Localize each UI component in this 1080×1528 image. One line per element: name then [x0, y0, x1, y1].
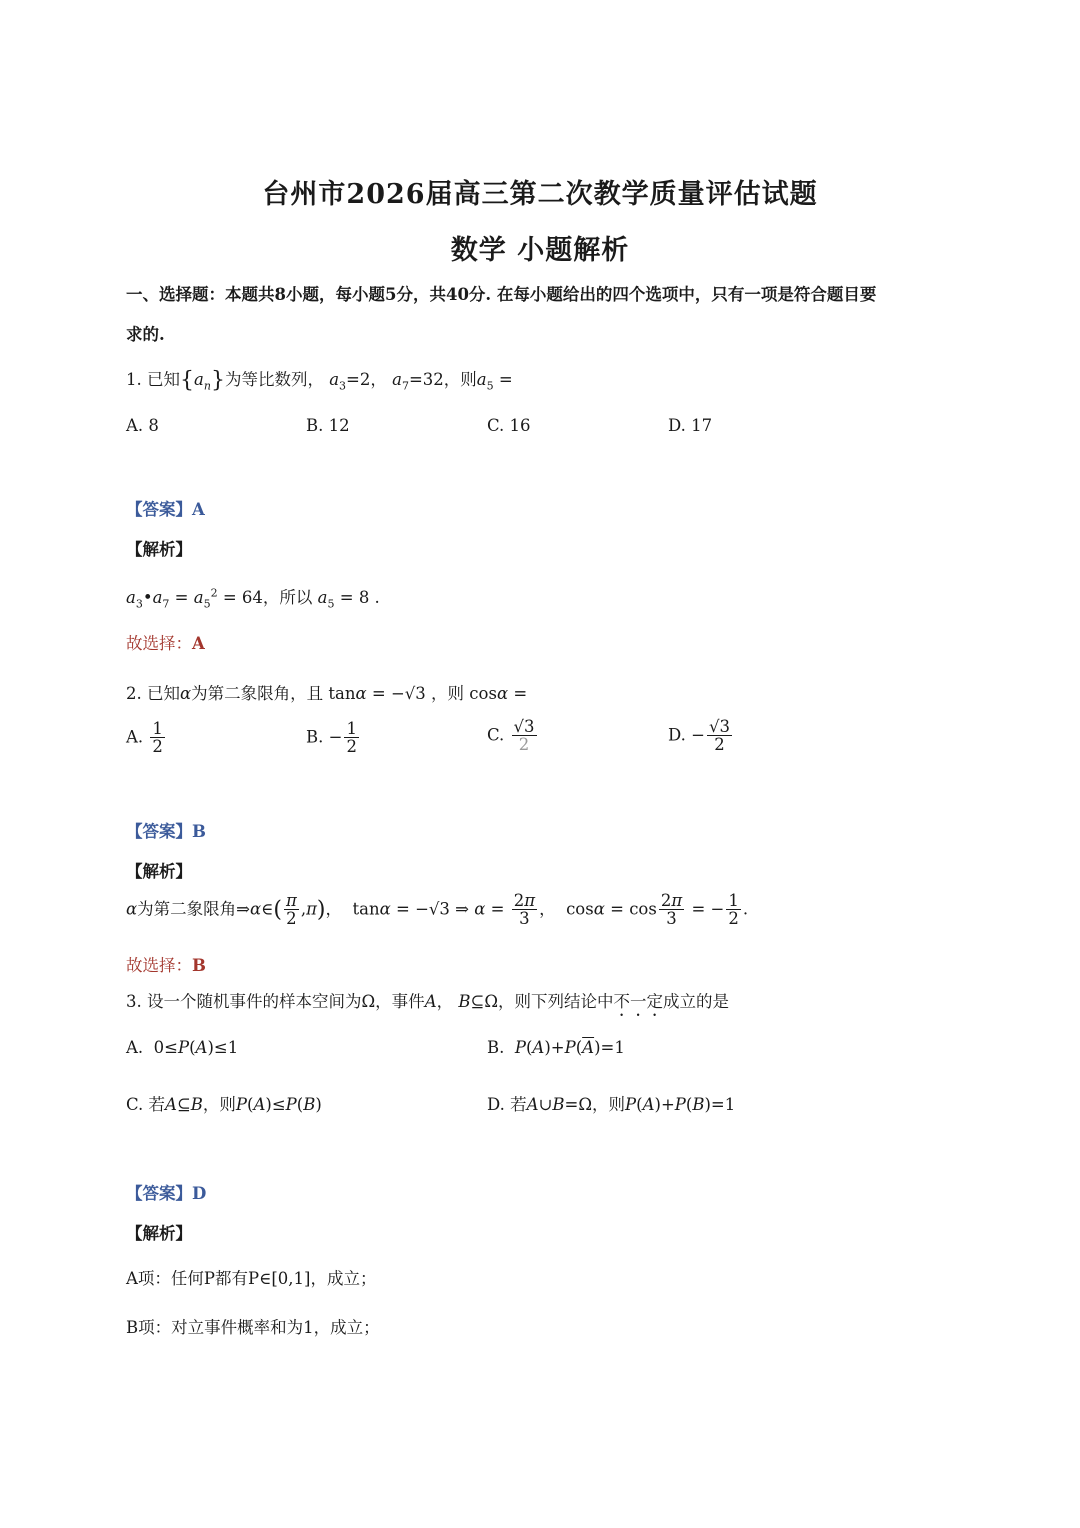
- q2-option-b: B. − $\frac{1}{2}$: [306, 719, 357, 757]
- q2-choose: 故选择：B: [126, 956, 206, 975]
- q3-analysis-label: 【解析】: [126, 1224, 192, 1243]
- q2-option-d: D. − $\frac{√3}{2}$: [668, 717, 730, 755]
- q3-answer: 【答案】D: [126, 1184, 207, 1203]
- q2-analysis-label: 【解析】: [126, 862, 192, 881]
- q1-option-a: A. 8: [126, 416, 159, 435]
- q3-option-d: D. 若A∪B=Ω，则P(A)+P(B)=1: [487, 1095, 736, 1114]
- q3-analysis-a: A项：任何P都有P∈[0,1]，成立；: [126, 1269, 377, 1288]
- q1-answer: 【答案】A: [126, 500, 205, 519]
- q3-analysis-b: B项：对立事件概率和为1，成立；: [126, 1318, 380, 1337]
- section-intro-cont: 求的.: [126, 325, 165, 344]
- section-intro: 一、选择题：本题共8小题，每小题5分，共40分. 在每小题给出的四个选项中，只有一项是符合题目要: [126, 285, 877, 304]
- q2-stem: 2. 已知α为第二象限角，且 tanα = −√3 ，则 cosα =: [126, 684, 528, 703]
- q3-option-a: A. 0≤P(A)≤1: [126, 1038, 239, 1057]
- q3-option-b: B. $P(A)+P(\overline{A})=1$: [487, 1038, 625, 1057]
- q2-option-a: A. $\frac{1}{2}$: [126, 719, 163, 757]
- document-subtitle: 数学 小题解析: [450, 235, 630, 266]
- q2-solution: α为第二象限角⇒α∈( $\frac{\pi}{2}$ ,π)， tanα = −√3 ⇒ α = $\frac{2\pi}{3}$ ， cosα = cos $\frac{2\pi}{3}$ = − $\frac{1}{2}$ .: [126, 891, 749, 929]
- q1-choose: 故选择：A: [126, 634, 205, 653]
- q2-option-c: C. $\frac{√3}{2}$: [487, 717, 535, 755]
- q1-analysis-label: 【解析】: [126, 540, 192, 559]
- q1-option-c: C. 16: [487, 416, 531, 435]
- q1-option-d: D. 17: [668, 416, 713, 435]
- document-title: 台州市2026届高三第二次教学质量评估试题: [262, 179, 818, 210]
- q3-option-c: C. 若A⊆B，则P(A)≤P(B): [126, 1095, 322, 1114]
- q3-stem: 3. 设一个随机事件的样本空间为Ω，事件A， B⊆Ω，则下列结论中不一定成立的是: [126, 992, 730, 1011]
- q1-solution: $a_3•a_7 = a_5^2 = 64$，所以 $a_5 = 8$ .: [126, 586, 380, 611]
- q1-option-b: B. 12: [306, 416, 350, 435]
- q2-answer: 【答案】B: [126, 822, 206, 841]
- q1-stem: 1. 已知$\{a_n\}$为等比数列， $a_3=2$， $a_7=32$，则$a_5$ =: [126, 368, 513, 393]
